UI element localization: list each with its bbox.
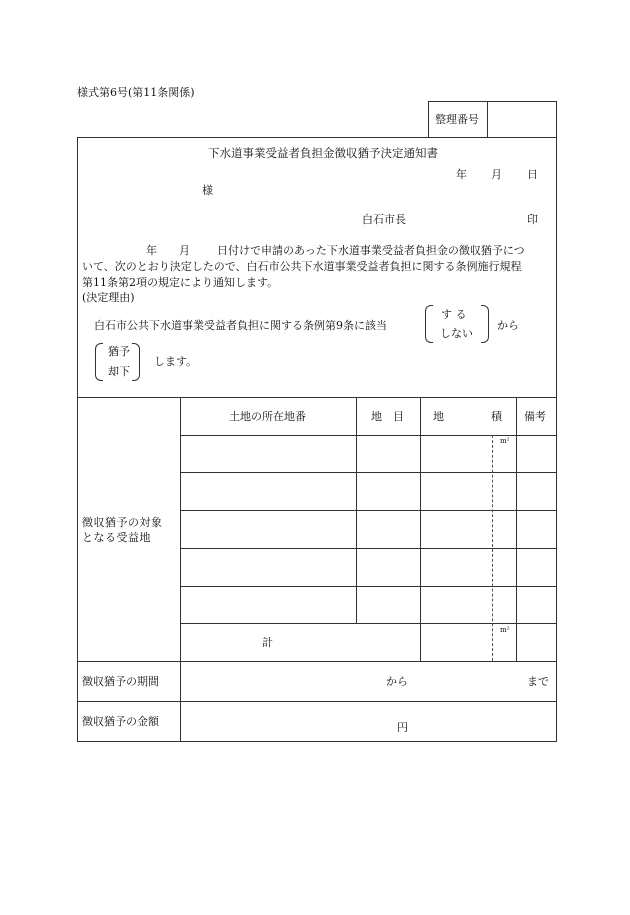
reason-text: 白石市公共下水道事業受益者負担に関する条例第9条に該当	[94, 319, 387, 332]
total-area-unit: m²	[500, 626, 510, 634]
choice-shinai[interactable]: しない	[440, 327, 473, 340]
area-unit: m²	[500, 437, 510, 445]
document-title: 下水道事業受益者負担金徴収猶予決定通知書	[208, 146, 438, 160]
body-line-3: 第11条第2項の規定により通知します。	[82, 276, 279, 289]
row-1-area[interactable]	[424, 448, 488, 462]
shimasu-text: します。	[154, 355, 198, 368]
issuer: 白石市長	[362, 213, 406, 226]
reference-number-label: 整理番号	[435, 113, 479, 126]
row-2-chimoku[interactable]	[360, 485, 416, 499]
row-1-chimoku[interactable]	[360, 448, 416, 462]
period-to: まで	[527, 675, 549, 688]
form-number: 様式第6号(第11条関係)	[77, 86, 195, 99]
date-day: 日	[527, 168, 538, 181]
row-3-area[interactable]	[424, 523, 488, 537]
header-location: 土地の所在地番	[229, 410, 306, 423]
row-2-location[interactable]	[184, 485, 352, 499]
amount-label: 徴収猶予の金額	[82, 715, 159, 728]
kara-text: から	[497, 319, 519, 332]
date-year: 年	[456, 168, 467, 181]
bracket-right	[481, 305, 489, 343]
beneficiary-land-label: 徴収猶予の対象	[82, 516, 163, 529]
seal-mark: 印	[527, 213, 538, 226]
reference-number-field[interactable]	[492, 114, 552, 128]
date-month: 月	[491, 168, 502, 181]
body-line-2: いて、次のとおり決定したので、白石市公共下水道事業受益者負担に関する条例施行規程	[82, 260, 522, 273]
row-3-location[interactable]	[184, 523, 352, 537]
choice-yuyo[interactable]: 猶予	[108, 345, 130, 358]
row-5-location[interactable]	[184, 598, 352, 612]
addressee-suffix: 様	[202, 184, 213, 197]
row-2-note[interactable]	[520, 485, 552, 499]
row-4-chimoku[interactable]	[360, 561, 416, 575]
body-line-1: 日付けで申請のあった下水道事業受益者負担金の徴収猶予につ	[217, 244, 525, 257]
row-4-note[interactable]	[520, 561, 552, 575]
bracket-left	[425, 305, 433, 343]
row-1-location[interactable]	[184, 448, 352, 462]
header-chiseki-1: 地	[433, 410, 444, 423]
bracket-left-2	[95, 343, 103, 381]
row-5-note[interactable]	[520, 598, 552, 612]
header-biko: 備考	[524, 410, 546, 423]
row-5-area[interactable]	[424, 598, 488, 612]
reason-label: (決定理由)	[82, 291, 135, 304]
header-chimoku: 地 目	[371, 410, 404, 423]
row-4-location[interactable]	[184, 561, 352, 575]
body-month: 月	[179, 244, 190, 257]
row-3-chimoku[interactable]	[360, 523, 416, 537]
row-4-area[interactable]	[424, 561, 488, 575]
document-frame	[77, 137, 557, 742]
header-chiseki-2: 積	[491, 410, 502, 423]
period-label: 徴収猶予の期間	[82, 675, 159, 688]
row-1-note[interactable]	[520, 448, 552, 462]
period-from: から	[386, 675, 408, 688]
row-3-note[interactable]	[520, 523, 552, 537]
bracket-right-2	[132, 343, 140, 381]
choice-kyakka[interactable]: 却下	[108, 365, 130, 378]
row-5-chimoku[interactable]	[360, 598, 416, 612]
beneficiary-land-label-2: となる受益地	[82, 531, 151, 544]
body-year: 年	[146, 244, 157, 257]
choice-suru[interactable]: す る	[441, 308, 467, 321]
amount-unit: 円	[397, 721, 408, 734]
row-2-area[interactable]	[424, 485, 488, 499]
total-label: 計	[262, 636, 273, 649]
